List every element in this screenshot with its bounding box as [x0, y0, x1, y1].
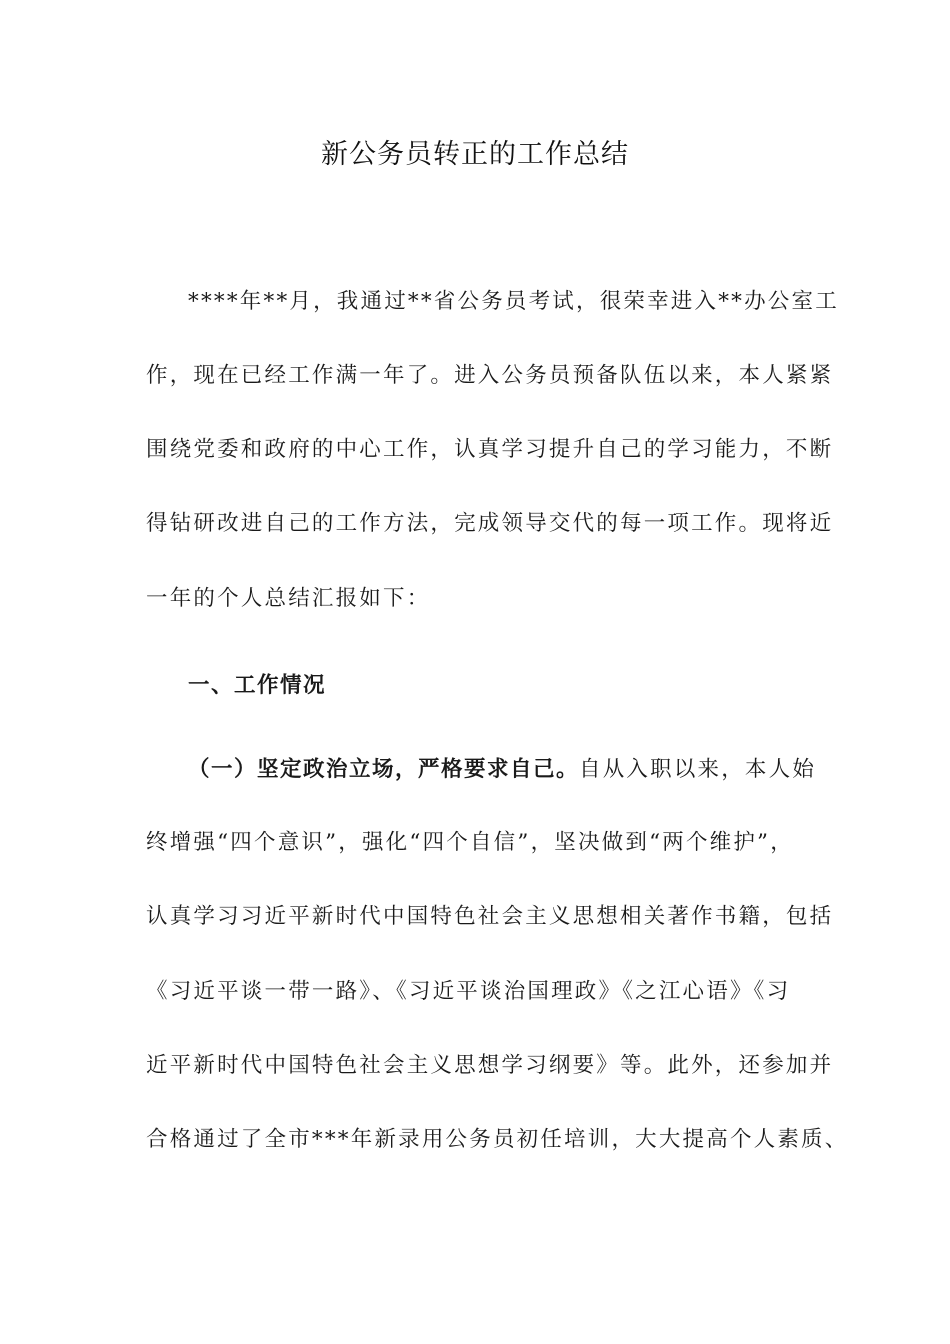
subsection-1-line-2: 终增强“四个意识”，强化“四个自信”，坚决做到“两个维护”，: [146, 830, 794, 855]
subsection-1-heading: （一）坚定政治立场，严格要求自己。: [188, 757, 580, 782]
intro-line-5: 一年的个人总结汇报如下：: [146, 586, 431, 611]
subsection-1-line-6: 合格通过了全市***年新录用公务员初任培训，大大提高个人素质、: [146, 1127, 849, 1152]
document-title: 新公务员转正的工作总结: [321, 139, 629, 170]
intro-line-4: 得钻研改进自己的工作方法，完成领导交代的每一项工作。现将近: [146, 511, 834, 536]
subsection-1-first-line: [188, 754, 848, 786]
subsection-1-line-5: 近平新时代中国特色社会主义思想学习纲要》等。此外，还参加并: [146, 1053, 834, 1078]
intro-line-2: 作，现在已经工作满一年了。进入公务员预备队伍以来，本人紧紧: [146, 363, 834, 388]
intro-line-1: ****年**月，我通过**省公务员考试，很荣幸进入**办公室工: [188, 289, 839, 314]
section-heading-work-status: 一、工作情况: [188, 673, 327, 698]
subsection-1-line-4: 《习近平谈一带一路》、《习近平谈治国理政》《之江心语》《习: [146, 979, 791, 1004]
intro-line-3: 围绕党委和政府的中心工作，认真学习提升自己的学习能力，不断: [146, 437, 834, 462]
subsection-1-line-1: 自从入职以来，本人始: [579, 757, 817, 782]
subsection-1-line-3: 认真学习习近平新时代中国特色社会主义思想相关著作书籍，包括: [146, 904, 834, 929]
